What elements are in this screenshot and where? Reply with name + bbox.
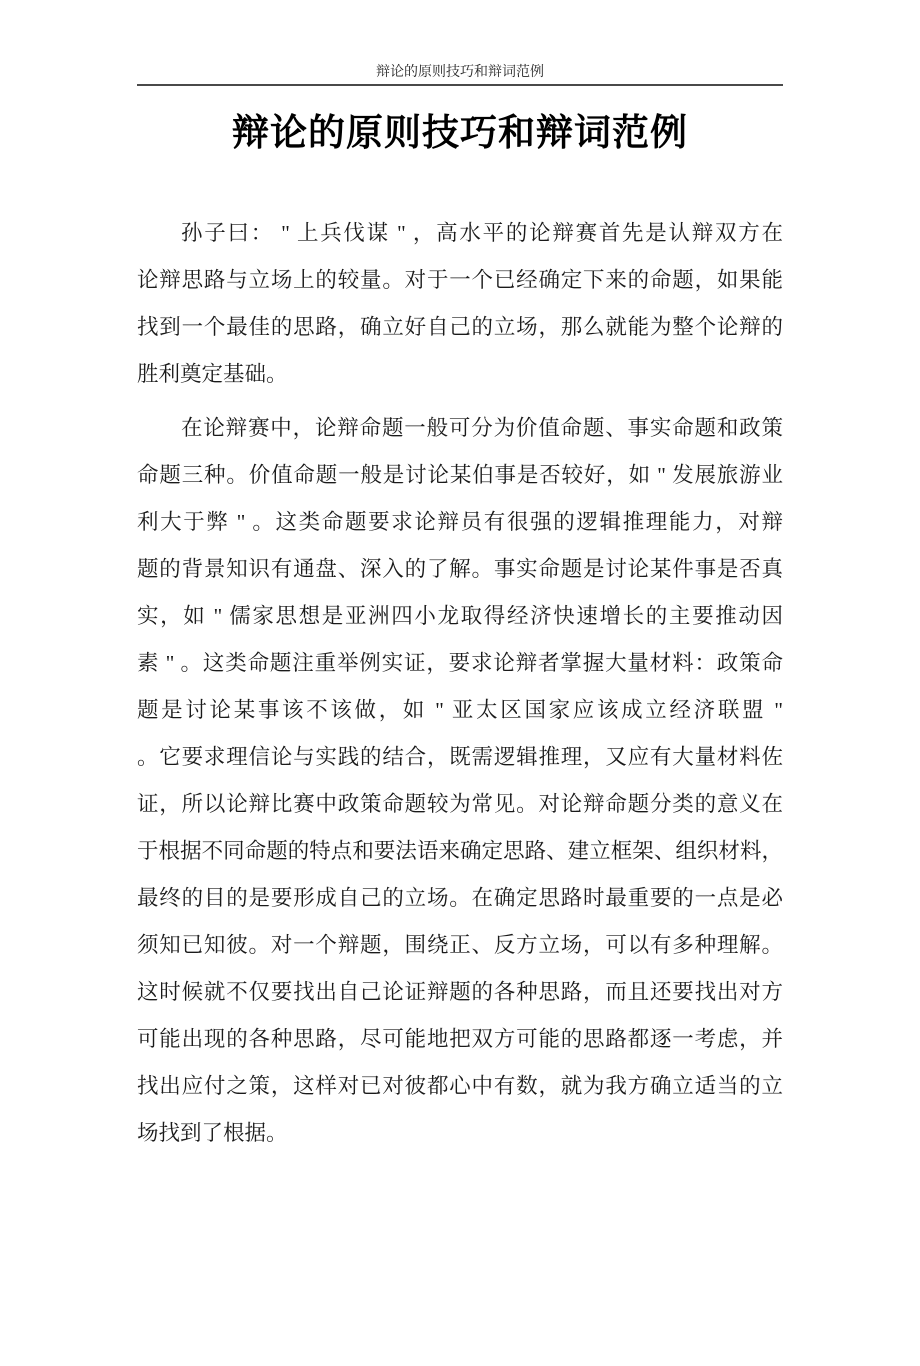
text-line: 实，如 " 儒家思想是亚洲四小龙取得经济快速增长的主要推动因 [137,604,783,628]
paragraph [137,210,783,398]
text-line: 。它要求理信论与实践的结合，既需逻辑推理，又应有大量材料佐 [137,745,783,769]
document-page [137,64,783,1157]
text-line: 于根据不同命题的特点和要法语来确定思路、建立框架、组织材料， [137,839,783,863]
paragraph [137,405,783,1157]
text-line: 可能出现的各种思路，尽可能地把双方可能的思路都逐一考虑，并 [137,1027,783,1051]
text-line: 须知已知彼。对一个辩题，围绕正、反方立场，可以有多种理解。 [137,933,783,957]
text-line: 题的背景知识有通盘、深入的了解。事实命题是讨论某件事是否真 [137,557,783,581]
text-line: 题是讨论某事该不该做，如 " 亚太区国家应该成立经济联盟 " [137,698,783,722]
text-line: 找出应付之策，这样对已对彼都心中有数，就为我方确立适当的立 [137,1074,783,1098]
text-line: 孙子曰： " 上兵伐谋 " ，高水平的论辩赛首先是认辩双方在 [181,221,783,245]
text-line: 场找到了根据。 [137,1121,288,1145]
text-line: 找到一个最佳的思路，确立好自己的立场，那么就能为整个论辩的 [137,315,783,339]
page-header [137,64,783,86]
text-line: 素 " 。这类命题注重举例实证，要求论辩者掌握大量材料：政策命 [137,651,783,675]
text-line: 证，所以论辩比赛中政策命题较为常见。对论辩命题分类的意义在 [137,792,783,816]
page-header-text: 辩论的原则技巧和辩词范例 [376,65,544,80]
text-line: 利大于弊 " 。这类命题要求论辩员有很强的逻辑推理能力，对辩 [137,510,783,534]
text-line: 最终的目的是要形成自己的立场。在确定思路时最重要的一点是必 [137,886,783,910]
text-line: 胜利奠定基础。 [137,362,288,386]
paragraphs [137,210,783,1157]
text-line: 这时候就不仅要找出自己论证辩题的各种思路，而且还要找出对方 [137,980,783,1004]
text-line: 论辩思路与立场上的较量。对于一个已经确定下来的命题，如果能 [137,268,783,292]
header-rule [137,84,783,86]
text-line: 命题三种。价值命题一般是讨论某伯事是否较好，如 " 发展旅游业 [137,463,783,487]
text-line: 在论辩赛中，论辩命题一般可分为价值命题、事实命题和政策 [181,416,783,440]
document-title: 辩论的原则技巧和辩词范例 [232,113,688,154]
